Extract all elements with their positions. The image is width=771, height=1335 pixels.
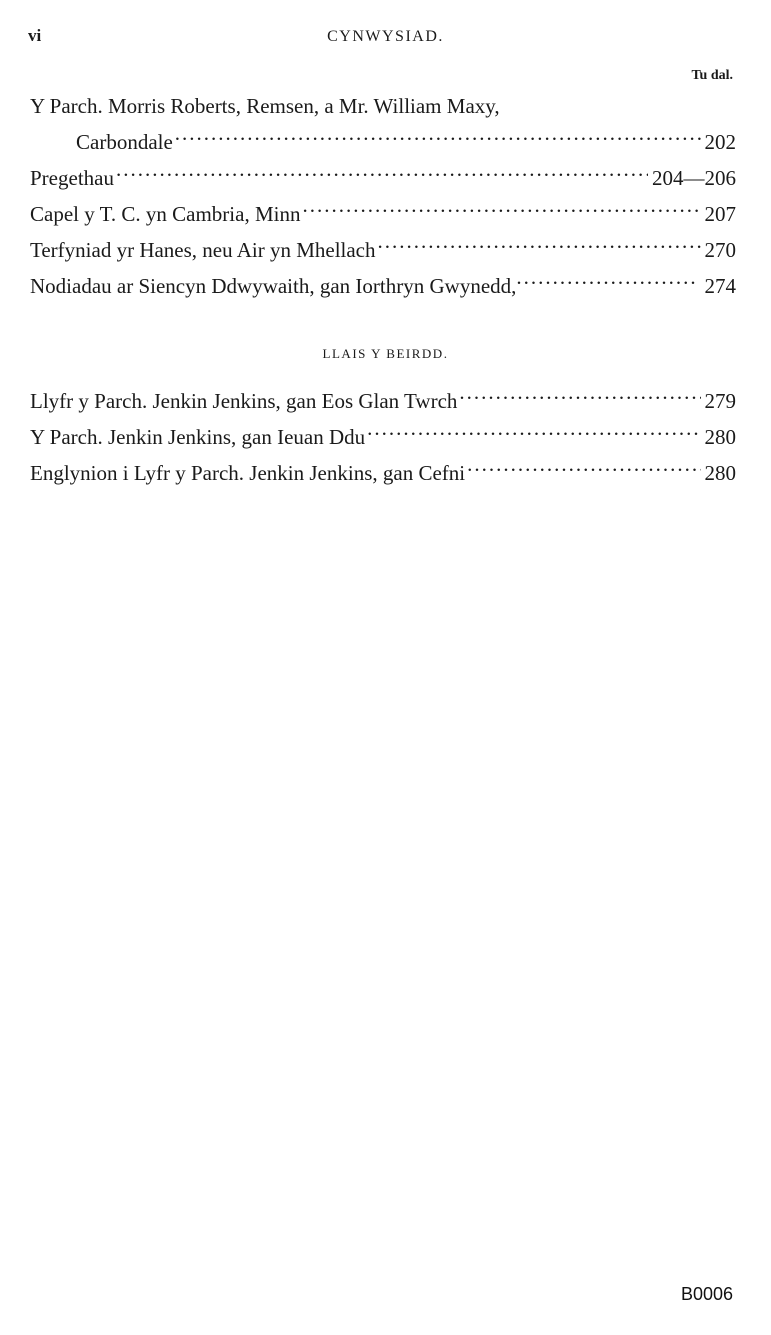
toc-entry-title: Y Parch. Morris Roberts, Remsen, a Mr. William Maxy, — [30, 94, 500, 118]
toc-entry — [30, 383, 736, 419]
dot-leader — [302, 200, 700, 221]
toc-entry — [30, 419, 736, 455]
toc-entry-page: 207 — [704, 202, 736, 226]
page-number: vi — [28, 26, 42, 45]
dot-leader — [378, 236, 701, 257]
toc-entry — [30, 196, 736, 232]
toc-entry-title: Terfyniad yr Hanes, neu Air yn Mhellach — [30, 238, 376, 262]
toc-entry-title: Pregethau — [30, 166, 114, 190]
toc-entry-title: Englynion i Lyfr y Parch. Jenkin Jenkins, gan Cefni — [30, 461, 466, 485]
toc-entry-title: Llyfr y Parch. Jenkin Jenkins, gan Eos Glan Twrch — [30, 389, 458, 413]
toc-entry-page: 274 — [704, 274, 736, 298]
toc-entry-title: Carbondale — [76, 130, 173, 154]
running-title: CYNWYSIAD. — [327, 28, 444, 45]
dot-leader — [116, 164, 648, 185]
toc-entry-page: 270 — [704, 238, 736, 262]
column-heading: Tu dal. — [691, 68, 733, 83]
toc-entry-page: 280 — [704, 425, 736, 449]
dot-leader — [467, 459, 700, 480]
toc-entry — [30, 232, 736, 268]
toc-entry — [30, 268, 736, 304]
toc-entry-title: Capel y T. C. yn Cambria, Minn — [30, 202, 301, 226]
toc-entry-page: 280 — [704, 461, 736, 485]
dot-leader — [175, 128, 701, 149]
toc-entry — [30, 160, 736, 196]
toc-entry-continuation — [30, 124, 736, 160]
catalog-code: B0006 — [680, 1284, 733, 1304]
toc-entry-page: 204—206 — [652, 166, 736, 190]
toc-entry-title: Y Parch. Jenkin Jenkins, gan Ieuan Ddu — [30, 425, 366, 449]
toc-entry — [30, 455, 736, 491]
toc-entry-page: 202 — [704, 130, 736, 154]
toc-entry — [30, 88, 736, 124]
dot-leader — [516, 272, 696, 293]
section-contents-list — [30, 383, 736, 491]
dot-leader — [459, 387, 700, 408]
section-heading: LLAIS Y BEIRDD. — [322, 346, 449, 361]
contents-list — [30, 88, 736, 304]
toc-entry-page: 279 — [704, 389, 736, 413]
dot-leader — [367, 423, 700, 444]
toc-entry-title: Nodiadau ar Siencyn Ddwywaith, gan Iorthryn Gwynedd, — [30, 274, 517, 298]
